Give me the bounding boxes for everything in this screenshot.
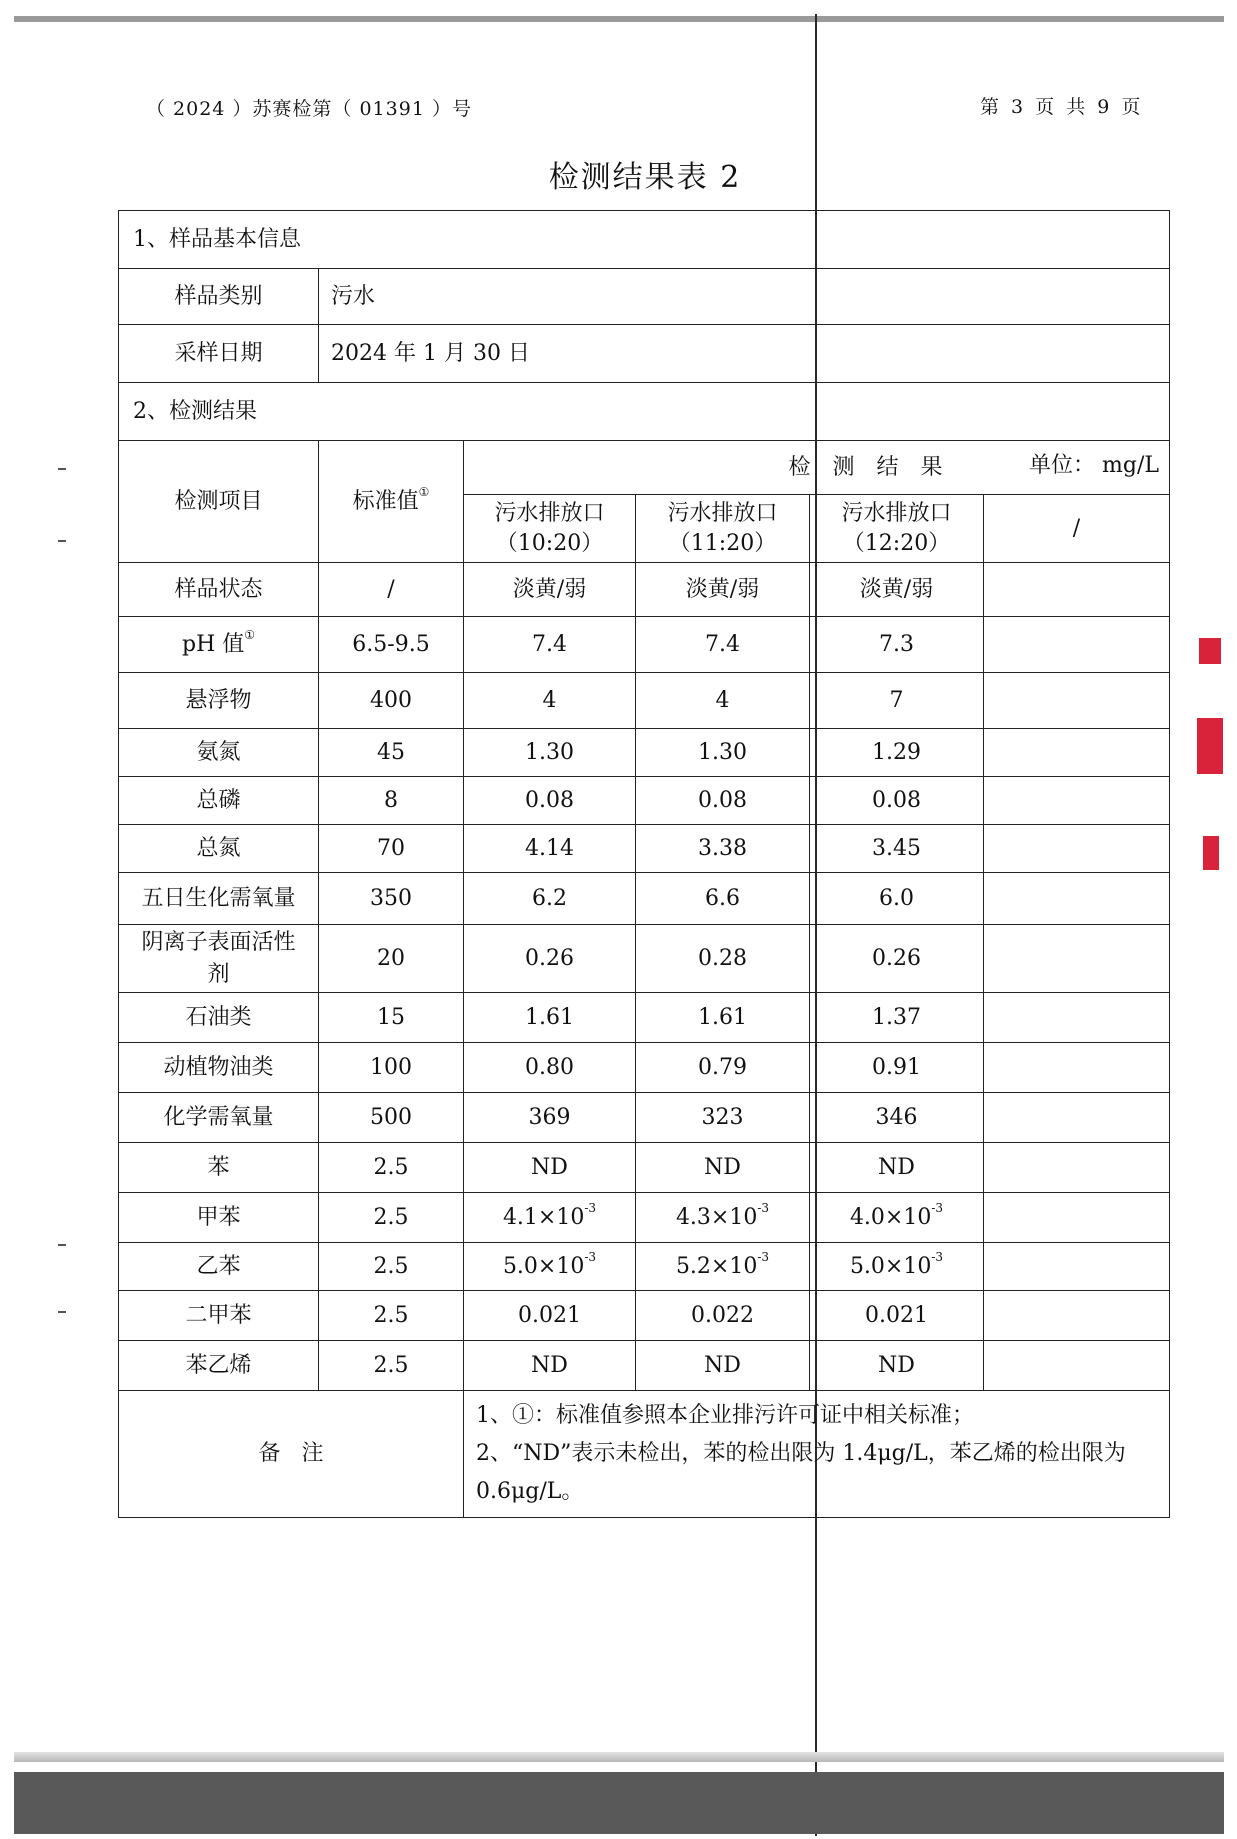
item-name-text: 化学需氧量: [163, 1104, 274, 1130]
empty-result: [984, 873, 1170, 925]
unit-label: 单位： mg/L: [1029, 453, 1159, 478]
table-row: [119, 1291, 1170, 1341]
result-text: 0.08: [698, 787, 747, 813]
result-text: 7.4: [705, 631, 740, 657]
result-value: [810, 825, 984, 873]
item-name: [119, 873, 319, 925]
item-name: [119, 617, 319, 673]
result-value: [810, 1291, 984, 1341]
table-row: [119, 729, 1170, 777]
scan-mark: [58, 1244, 66, 1246]
result-text: ND: [704, 1352, 741, 1378]
result-text: 0.91: [872, 1054, 921, 1080]
table-row: [119, 673, 1170, 729]
exponent: -3: [757, 1200, 770, 1215]
item-name-text: 氨氮: [196, 739, 241, 765]
result-value: [810, 1143, 984, 1193]
result-value: [636, 825, 810, 873]
standard-value: /: [319, 563, 464, 617]
result-text: 0.80: [525, 1054, 574, 1080]
item-name: [119, 1143, 319, 1193]
scan-mark: [58, 1311, 66, 1313]
standard-header: [319, 441, 464, 563]
result-value: [636, 673, 810, 729]
table-row: [119, 1043, 1170, 1093]
result-value: [464, 825, 636, 873]
result-value: [636, 925, 810, 993]
item-name-text: 动植物油类: [163, 1054, 274, 1080]
standard-value: 6.5-9.5: [319, 617, 464, 673]
result-text: 0.021: [518, 1302, 581, 1328]
result-value: [464, 1243, 636, 1291]
table-row: [119, 873, 1170, 925]
document-number: （ 2024 ）苏赛检第（ 01391 ）号: [146, 98, 472, 120]
empty-result: [984, 925, 1170, 993]
info-value: 污水: [319, 269, 1170, 325]
result-value: [810, 925, 984, 993]
result-value: [636, 1291, 810, 1341]
info-label: 样品类别: [119, 269, 319, 325]
result-text: 4.0×10: [849, 1204, 932, 1230]
standard-value: 2.5: [319, 1341, 464, 1391]
empty-result: [984, 563, 1170, 617]
item-name: [119, 925, 319, 993]
result-value: [810, 673, 984, 729]
standard-value: 500: [319, 1093, 464, 1143]
result-value: [464, 563, 636, 617]
scan-bottom-shadow: [14, 1752, 1224, 1762]
point-time: （12:20）: [842, 530, 951, 556]
result-text: 346: [875, 1104, 918, 1130]
empty-result: [984, 825, 1170, 873]
item-name: [119, 1243, 319, 1291]
standard-value: 350: [319, 873, 464, 925]
item-name-text: 样品状态: [174, 576, 263, 602]
result-text: 5.0×10: [502, 1253, 585, 1279]
remarks-content: [464, 1391, 1170, 1518]
result-text: 1.29: [872, 739, 921, 765]
item-name: [119, 673, 319, 729]
table-row: [119, 825, 1170, 873]
result-value: [810, 729, 984, 777]
result-value: [810, 777, 984, 825]
result-value: [636, 1043, 810, 1093]
empty-result: [984, 1093, 1170, 1143]
result-value: [810, 563, 984, 617]
item-name: [119, 1193, 319, 1243]
item-name: [119, 777, 319, 825]
header-row: [119, 441, 1170, 495]
item-name: [119, 1291, 319, 1341]
result-value: [636, 1341, 810, 1391]
table-row: [119, 1243, 1170, 1291]
empty-result: [984, 993, 1170, 1043]
result-text: 4.3×10: [675, 1204, 758, 1230]
scan-top-edge: [14, 16, 1224, 22]
exponent: -3: [757, 1249, 770, 1264]
result-text: 3.45: [872, 835, 921, 861]
item-name: [119, 1043, 319, 1093]
result-text: 4.1×10: [502, 1204, 585, 1230]
result-text: 6.0: [879, 885, 914, 911]
table-row: [119, 1093, 1170, 1143]
result-value: [810, 1043, 984, 1093]
result-value: [810, 1093, 984, 1143]
result-value: [810, 617, 984, 673]
item-name-text: pH 值: [181, 631, 245, 657]
result-text: 0.08: [525, 787, 574, 813]
result-text: 淡黄/弱: [859, 576, 934, 602]
result-value: [464, 777, 636, 825]
results-caption-cell: [464, 441, 1170, 495]
result-value: [464, 993, 636, 1043]
empty-result: [984, 1243, 1170, 1291]
table-row: [119, 563, 1170, 617]
result-value: [464, 1143, 636, 1193]
item-name: [119, 825, 319, 873]
empty-result: [984, 1291, 1170, 1341]
page-indicator: 第 3 页 共 9 页: [980, 96, 1141, 118]
info-value: 2024 年 1 月 30 日: [319, 325, 1170, 383]
result-text: 0.08: [872, 787, 921, 813]
result-value: [636, 1093, 810, 1143]
result-value: [810, 1193, 984, 1243]
item-name-text: 苯乙烯: [185, 1352, 252, 1378]
remarks-row: [119, 1391, 1170, 1518]
result-text: 5.0×10: [849, 1253, 932, 1279]
item-name: [119, 1093, 319, 1143]
result-text: 0.79: [698, 1054, 747, 1080]
info-row: [119, 325, 1170, 383]
point-name: 污水排放口: [667, 500, 778, 526]
result-text: 1.61: [698, 1004, 747, 1030]
result-text: 6.2: [532, 885, 567, 911]
table-row: [119, 1341, 1170, 1391]
result-value: [464, 1341, 636, 1391]
result-text: 0.022: [691, 1302, 754, 1328]
result-value: [464, 617, 636, 673]
result-value: [810, 993, 984, 1043]
item-name-text: 甲苯: [196, 1204, 241, 1230]
item-name-text: 苯: [207, 1154, 230, 1180]
result-text: 淡黄/弱: [685, 576, 760, 602]
result-text: 6.6: [705, 885, 740, 911]
sampling-point-header: [810, 495, 984, 563]
standard-value: 8: [319, 777, 464, 825]
result-text: 4: [542, 687, 557, 713]
footnote-mark: ①: [244, 627, 256, 642]
result-text: 1.61: [525, 1004, 574, 1030]
result-value: [464, 729, 636, 777]
standard-value: 100: [319, 1043, 464, 1093]
item-header: 检测项目: [119, 441, 319, 563]
standard-value: 45: [319, 729, 464, 777]
table-row: [119, 1143, 1170, 1193]
results-table: [118, 210, 1170, 1518]
result-text: 7: [889, 687, 904, 713]
item-name: [119, 1341, 319, 1391]
empty-result: [984, 729, 1170, 777]
item-name-text: 五日生化需氧量: [141, 885, 296, 911]
result-text: ND: [531, 1154, 568, 1180]
result-value: [636, 1243, 810, 1291]
result-value: [810, 1243, 984, 1291]
result-text: 3.38: [698, 835, 747, 861]
table-row: [119, 777, 1170, 825]
item-name-text: 阴离子表面活性剂: [141, 929, 296, 987]
result-text: ND: [878, 1154, 915, 1180]
empty-result: [984, 1341, 1170, 1391]
item-name-text: 悬浮物: [185, 687, 252, 713]
result-value: [636, 777, 810, 825]
remark-line: 1、①：标准值参照本企业排污许可证中相关标准；: [476, 1403, 974, 1428]
standard-value: 2.5: [319, 1193, 464, 1243]
item-name: [119, 729, 319, 777]
result-value: [464, 1093, 636, 1143]
result-text: 1.37: [872, 1004, 921, 1030]
item-name-text: 石油类: [185, 1004, 252, 1030]
scan-mark: [58, 540, 66, 542]
result-value: [636, 1143, 810, 1193]
result-text: ND: [704, 1154, 741, 1180]
result-value: [636, 617, 810, 673]
standard-value: 2.5: [319, 1243, 464, 1291]
section-title: 1、样品基本信息: [119, 211, 1170, 269]
result-text: 5.2×10: [675, 1253, 758, 1279]
page-title: 检测结果表 2: [548, 160, 742, 195]
result-value: [636, 563, 810, 617]
table-row: [119, 1193, 1170, 1243]
result-text: 369: [528, 1104, 571, 1130]
result-text: ND: [531, 1352, 568, 1378]
result-text: 0.26: [525, 945, 574, 971]
standard-value: 20: [319, 925, 464, 993]
point-name: 污水排放口: [494, 500, 605, 526]
remark-line: 2、“ND”表示未检出，苯的检出限为 1.4μg/L，苯乙烯的检出限为 0.6μg/L。: [476, 1441, 1126, 1504]
sampling-point-header: [984, 495, 1170, 563]
footnote-mark: ①: [418, 484, 430, 499]
exponent: -3: [584, 1249, 597, 1264]
standard-value: 2.5: [319, 1291, 464, 1341]
result-value: [464, 925, 636, 993]
result-text: 0.26: [872, 945, 921, 971]
info-row: [119, 269, 1170, 325]
result-text: 0.021: [865, 1302, 928, 1328]
standard-value: 2.5: [319, 1143, 464, 1193]
table-row: [119, 925, 1170, 993]
item-name: [119, 563, 319, 617]
item-name-text: 二甲苯: [185, 1302, 252, 1328]
remarks-label: 备 注: [119, 1391, 464, 1518]
item-name-text: 总氮: [196, 835, 241, 861]
result-text: 7.3: [879, 631, 914, 657]
section-title: 2、检测结果: [119, 383, 1170, 441]
result-value: [636, 993, 810, 1043]
result-value: [464, 1193, 636, 1243]
sampling-point-header: [464, 495, 636, 563]
point-time: （11:20）: [668, 530, 777, 556]
result-text: 1.30: [525, 739, 574, 765]
result-text: 4: [715, 687, 730, 713]
section-row: [119, 211, 1170, 269]
item-name-text: 乙苯: [196, 1253, 241, 1279]
result-value: [464, 673, 636, 729]
result-text: 0.28: [698, 945, 747, 971]
result-value: [810, 873, 984, 925]
result-text: 7.4: [532, 631, 567, 657]
point-time: （10:20）: [495, 530, 604, 556]
result-value: [636, 729, 810, 777]
info-label: 采样日期: [119, 325, 319, 383]
table-row: [119, 617, 1170, 673]
result-value: [464, 873, 636, 925]
results-caption: 检测结果: [788, 454, 965, 480]
standard-header-text: 标准值: [352, 488, 419, 514]
red-seal-stamp: [1197, 638, 1225, 874]
exponent: -3: [931, 1200, 944, 1215]
sampling-point-header: [636, 495, 810, 563]
result-value: [464, 1291, 636, 1341]
empty-result: [984, 673, 1170, 729]
empty-result: [984, 777, 1170, 825]
section-row: [119, 383, 1170, 441]
table-row: [119, 993, 1170, 1043]
empty-result: [984, 1043, 1170, 1093]
result-text: ND: [878, 1352, 915, 1378]
empty-result: [984, 1193, 1170, 1243]
point-name: 污水排放口: [841, 500, 952, 526]
result-value: [636, 1193, 810, 1243]
scan-mark: [58, 468, 66, 470]
empty-result: [984, 1143, 1170, 1193]
result-value: [810, 1341, 984, 1391]
result-text: 淡黄/弱: [512, 576, 587, 602]
result-text: 323: [701, 1104, 744, 1130]
item-name-text: 总磷: [196, 787, 241, 813]
standard-value: 70: [319, 825, 464, 873]
empty-result: [984, 617, 1170, 673]
item-name: [119, 993, 319, 1043]
result-text: 1.30: [698, 739, 747, 765]
exponent: -3: [931, 1249, 944, 1264]
standard-value: 400: [319, 673, 464, 729]
point-name: /: [1072, 515, 1081, 541]
standard-value: 15: [319, 993, 464, 1043]
scan-bottom-edge: [14, 1772, 1224, 1834]
result-text: 4.14: [525, 835, 574, 861]
result-value: [464, 1043, 636, 1093]
exponent: -3: [584, 1200, 597, 1215]
result-value: [636, 873, 810, 925]
